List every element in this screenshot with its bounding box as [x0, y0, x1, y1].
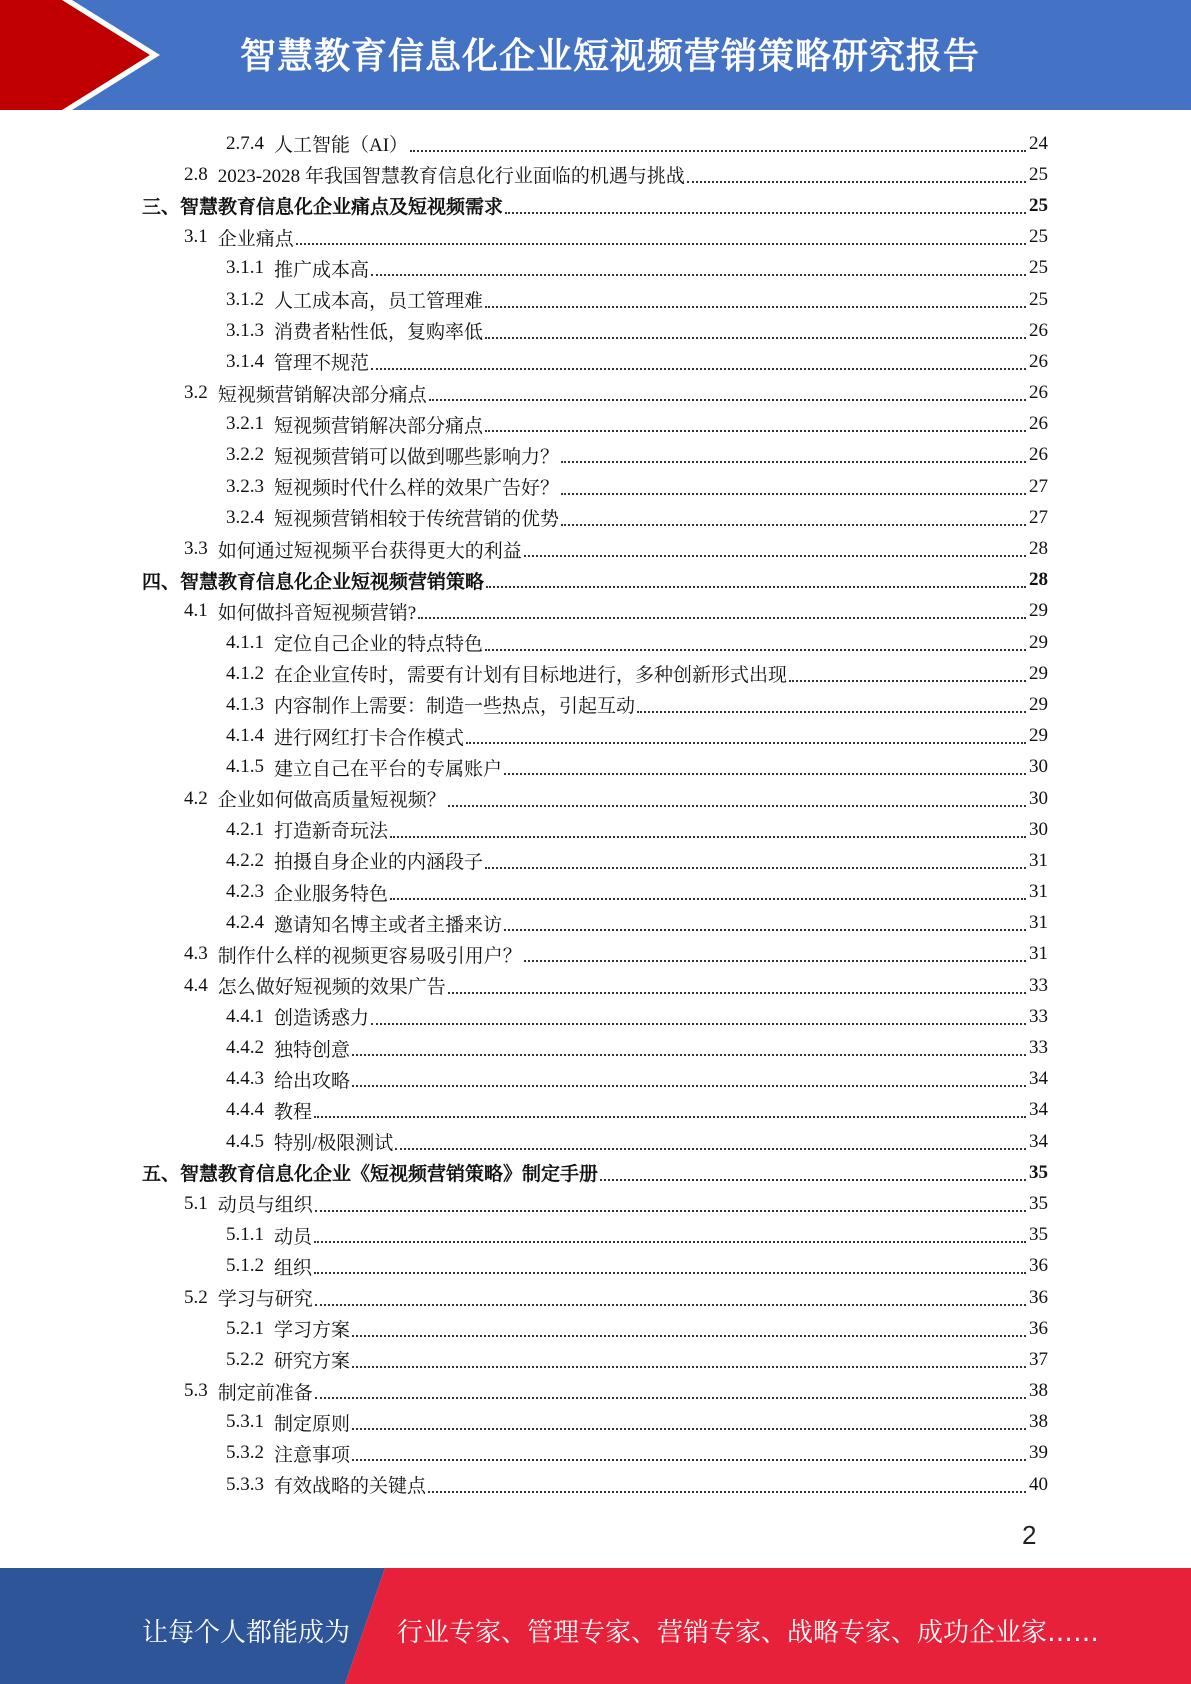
toc-entry-page: 27	[1029, 506, 1048, 528]
toc-entry-page: 24	[1029, 132, 1048, 154]
toc-entry-number: 5.3.3	[226, 1473, 264, 1495]
report-title: 智慧教育信息化企业短视频营销策略研究报告	[240, 36, 981, 77]
toc-entry-page: 40	[1029, 1473, 1048, 1495]
toc-entry[interactable]	[142, 1251, 1048, 1282]
toc-entry-title: 人工智能（AI）	[274, 135, 409, 157]
toc-entry-number: 3.2.3	[226, 475, 264, 497]
toc-entry-title: 内容制作上需要：制造一些热点，引起互动	[274, 696, 636, 718]
toc-entry-number: 4.1.3	[226, 693, 264, 715]
toc-entry[interactable]	[142, 222, 1048, 253]
toc-entry-page: 34	[1029, 1130, 1048, 1152]
toc-entry-title: 推广成本高	[274, 259, 370, 281]
toc-entry-number: 4.4.4	[226, 1099, 264, 1121]
toc-entry-page: 28	[1029, 569, 1048, 591]
toc-leader-dots	[371, 368, 1026, 370]
toc-entry-title: 企业痛点	[217, 228, 294, 250]
toc-entry-page: 35	[1029, 1161, 1048, 1183]
toc-entry-number: 4.1	[184, 600, 208, 622]
toc-leader-dots	[561, 493, 1026, 495]
toc-entry-page: 35	[1029, 1192, 1048, 1214]
toc-leader-dots	[315, 1397, 1026, 1399]
toc-entry-number: 5.2.1	[226, 1317, 264, 1339]
toc-leader-dots	[485, 649, 1026, 651]
toc-entry-title: 注意事项	[274, 1444, 351, 1466]
toc-entry-number: 3.1	[184, 226, 208, 248]
toc-entry-title: 智慧教育信息化企业《短视频营销策略》制定手册	[180, 1164, 599, 1186]
toc-entry-number: 五、	[142, 1164, 181, 1186]
toc-leader-dots	[315, 1210, 1026, 1212]
toc-entry-title: 给出攻略	[274, 1070, 351, 1092]
toc-entry-title: 学习与研究	[217, 1289, 313, 1311]
toc-leader-dots	[637, 711, 1026, 713]
toc-entry-number: 3.1.2	[226, 288, 264, 310]
toc-entry-page: 31	[1029, 943, 1048, 965]
toc-entry-page: 25	[1029, 163, 1048, 185]
toc-entry-title: 智慧教育信息化企业痛点及短视频需求	[180, 197, 504, 219]
toc-entry-number: 4.4.3	[226, 1068, 264, 1090]
toc-entry-title: 拍摄自身企业的内涵段子	[274, 852, 484, 874]
toc-entry-page: 34	[1029, 1068, 1048, 1090]
toc-entry[interactable]	[142, 939, 1048, 970]
toc-leader-dots	[524, 555, 1026, 557]
toc-entry-page: 26	[1029, 444, 1048, 466]
toc-entry[interactable]	[142, 689, 1048, 720]
toc-entry-page: 25	[1029, 226, 1048, 248]
toc-entry-number: 3.2.1	[226, 413, 264, 435]
toc-entry-page: 25	[1029, 257, 1048, 279]
toc-entry-title: 人工成本高，员工管理难	[274, 291, 484, 313]
toc-entry[interactable]	[142, 346, 1048, 377]
toc-entry-page: 25	[1029, 194, 1048, 216]
toc-entry-number: 5.1	[184, 1192, 208, 1214]
toc-leader-dots	[466, 742, 1026, 744]
toc-entry-page: 36	[1029, 1317, 1048, 1339]
toc-entry-title: 如何通过短视频平台获得更大的利益	[217, 540, 522, 562]
toc-entry-number: 5.2	[184, 1286, 208, 1308]
toc-leader-dots	[395, 1148, 1026, 1150]
toc-entry[interactable]	[142, 1126, 1048, 1157]
toc-entry[interactable]	[142, 1064, 1048, 1095]
toc-entry-number: 4.2	[184, 787, 208, 809]
toc-leader-dots	[352, 1459, 1026, 1461]
toc-entry-number: 4.4	[184, 974, 208, 996]
toc-leader-dots	[504, 773, 1026, 775]
toc-entry-number: 5.3.1	[226, 1411, 264, 1433]
toc-entry-title: 短视频营销解决部分痛点	[217, 384, 427, 406]
toc-entry[interactable]	[142, 1282, 1048, 1313]
toc-entry-title: 有效战略的关键点	[274, 1476, 427, 1498]
toc-leader-dots	[524, 960, 1026, 962]
toc-entry-page: 33	[1029, 1037, 1048, 1059]
toc-leader-dots	[429, 399, 1026, 401]
toc-leader-dots	[504, 929, 1026, 931]
toc-leader-dots	[486, 586, 1026, 588]
toc-entry-title: 创造诱惑力	[274, 1008, 370, 1030]
toc-entry-page: 28	[1029, 538, 1048, 560]
toc-entry-number: 3.2	[184, 382, 208, 404]
toc-entry-number: 3.1.1	[226, 257, 264, 279]
toc-entry[interactable]	[142, 596, 1048, 627]
toc-leader-dots	[410, 150, 1026, 152]
table-of-contents	[142, 128, 1048, 1500]
toc-entry[interactable]	[142, 752, 1048, 783]
footer-slogan-left: 让每个人都能成为	[142, 1618, 351, 1648]
toc-entry[interactable]	[142, 1188, 1048, 1219]
toc-entry[interactable]	[142, 190, 1048, 221]
toc-entry-title: 短视频营销相较于传统营销的优势	[274, 509, 560, 531]
toc-entry-page: 35	[1029, 1224, 1048, 1246]
toc-entry-page: 30	[1029, 818, 1048, 840]
toc-entry-title: 制作什么样的视频更容易吸引用户？	[217, 945, 522, 967]
toc-leader-dots	[600, 1179, 1026, 1181]
toc-entry[interactable]	[142, 908, 1048, 939]
toc-entry-title: 建立自己在平台的专属账户	[274, 758, 503, 780]
toc-entry-page: 29	[1029, 725, 1048, 747]
toc-entry-number: 2.8	[184, 163, 208, 185]
footer-banner	[0, 1568, 1191, 1684]
toc-entry-page: 25	[1029, 288, 1048, 310]
toc-entry-number: 4.2.3	[226, 881, 264, 903]
toc-entry-number: 3.2.4	[226, 506, 264, 528]
toc-entry-page: 26	[1029, 350, 1048, 372]
toc-leader-dots	[485, 306, 1026, 308]
toc-entry-title: 定位自己企业的特点特色	[274, 634, 484, 656]
toc-entry-number: 4.1.5	[226, 756, 264, 778]
toc-entry-number: 四、	[142, 571, 181, 593]
toc-entry[interactable]	[142, 814, 1048, 845]
toc-entry-page: 33	[1029, 974, 1048, 996]
toc-entry-number: 2.7.4	[226, 132, 264, 154]
toc-leader-dots	[315, 1304, 1026, 1306]
toc-entry[interactable]	[142, 1032, 1048, 1063]
toc-entry-number: 4.2.2	[226, 849, 264, 871]
toc-leader-dots	[352, 1428, 1026, 1430]
toc-entry[interactable]	[142, 315, 1048, 346]
toc-entry[interactable]	[142, 253, 1048, 284]
toc-entry-page: 31	[1029, 881, 1048, 903]
toc-entry-title: 独特创意	[274, 1039, 351, 1061]
toc-entry[interactable]	[142, 378, 1048, 409]
toc-leader-dots	[485, 430, 1026, 432]
toc-entry[interactable]	[142, 877, 1048, 908]
toc-entry[interactable]	[142, 1001, 1048, 1032]
toc-leader-dots	[352, 1335, 1026, 1337]
toc-entry[interactable]	[142, 284, 1048, 315]
toc-entry-title: 管理不规范	[274, 353, 370, 375]
toc-entry[interactable]	[142, 440, 1048, 471]
toc-entry-title: 邀请知名博主或者主播来访	[274, 914, 503, 936]
toc-entry-page: 33	[1029, 1005, 1048, 1027]
toc-entry-page: 26	[1029, 413, 1048, 435]
toc-entry-page: 30	[1029, 756, 1048, 778]
toc-entry[interactable]	[142, 721, 1048, 752]
toc-entry-title: 研究方案	[274, 1351, 351, 1373]
toc-entry-title: 教程	[274, 1101, 313, 1123]
toc-entry-number: 4.1.2	[226, 662, 264, 684]
toc-leader-dots	[448, 805, 1026, 807]
toc-entry[interactable]	[142, 1344, 1048, 1375]
toc-entry-number: 3.2.2	[226, 444, 264, 466]
toc-entry-number: 5.2.2	[226, 1348, 264, 1370]
toc-leader-dots	[314, 1272, 1026, 1274]
toc-entry-number: 4.3	[184, 943, 208, 965]
toc-entry-page: 30	[1029, 787, 1048, 809]
toc-entry-title: 如何做抖音短视频营销?	[217, 602, 417, 624]
toc-leader-dots	[314, 1241, 1026, 1243]
toc-entry-title: 怎么做好短视频的效果广告	[217, 977, 446, 999]
toc-entry-number: 4.4.2	[226, 1037, 264, 1059]
toc-entry-title: 企业服务特色	[274, 883, 389, 905]
toc-leader-dots	[418, 617, 1026, 619]
toc-entry-number: 三、	[142, 197, 181, 219]
toc-leader-dots	[561, 524, 1026, 526]
toc-entry-title: 制定原则	[274, 1413, 351, 1435]
toc-leader-dots	[390, 898, 1026, 900]
toc-entry[interactable]	[142, 1095, 1048, 1126]
toc-leader-dots	[485, 337, 1026, 339]
toc-entry[interactable]	[142, 627, 1048, 658]
toc-entry-number: 4.2.1	[226, 818, 264, 840]
toc-entry[interactable]	[142, 1220, 1048, 1251]
toc-entry-number: 3.3	[184, 538, 208, 560]
toc-entry-number: 5.3	[184, 1380, 208, 1402]
toc-entry-number: 5.1.1	[226, 1224, 264, 1246]
toc-entry-number: 4.1.1	[226, 631, 264, 653]
toc-entry[interactable]	[142, 1376, 1048, 1407]
toc-entry[interactable]	[142, 1469, 1048, 1500]
toc-entry-page: 29	[1029, 600, 1048, 622]
toc-leader-dots	[687, 181, 1026, 183]
toc-entry-number: 3.1.3	[226, 319, 264, 341]
toc-entry-page: 36	[1029, 1286, 1048, 1308]
toc-entry-page: 38	[1029, 1411, 1048, 1433]
toc-entry[interactable]	[142, 1438, 1048, 1469]
toc-entry[interactable]	[142, 159, 1048, 190]
toc-entry-page: 26	[1029, 319, 1048, 341]
toc-leader-dots	[371, 1023, 1026, 1025]
toc-entry-number: 4.1.4	[226, 725, 264, 747]
toc-entry-title: 进行网红打卡合作模式	[274, 727, 465, 749]
toc-leader-dots	[390, 836, 1026, 838]
header-banner	[0, 0, 1191, 110]
toc-leader-dots	[428, 1491, 1026, 1493]
toc-entry[interactable]	[142, 1313, 1048, 1344]
toc-leader-dots	[314, 1116, 1026, 1118]
toc-entry-number: 5.1.2	[226, 1255, 264, 1277]
toc-entry[interactable]	[142, 845, 1048, 876]
toc-entry[interactable]	[142, 1407, 1048, 1438]
toc-entry-number: 4.4.5	[226, 1130, 264, 1152]
toc-entry-page: 31	[1029, 849, 1048, 871]
toc-leader-dots	[789, 680, 1026, 682]
toc-entry-page: 34	[1029, 1099, 1048, 1121]
toc-entry[interactable]	[142, 970, 1048, 1001]
toc-entry-title: 企业如何做高质量短视频？	[217, 790, 446, 812]
toc-entry-title: 学习方案	[274, 1320, 351, 1342]
toc-entry[interactable]	[142, 128, 1048, 159]
toc-leader-dots	[352, 1366, 1026, 1368]
toc-entry[interactable]	[142, 1157, 1048, 1188]
footer-slogan-right: 行业专家、管理专家、营销专家、战略专家、成功企业家……	[397, 1618, 1100, 1648]
toc-leader-dots	[485, 867, 1026, 869]
toc-entry-page: 37	[1029, 1348, 1048, 1370]
toc-entry[interactable]	[142, 658, 1048, 689]
toc-entry-page: 38	[1029, 1380, 1048, 1402]
toc-entry-page: 39	[1029, 1442, 1048, 1464]
toc-entry-page: 29	[1029, 693, 1048, 715]
toc-entry-title: 智慧教育信息化企业短视频营销策略	[180, 571, 485, 593]
toc-entry[interactable]	[142, 565, 1048, 596]
toc-entry-number: 4.4.1	[226, 1005, 264, 1027]
toc-leader-dots	[296, 243, 1026, 245]
toc-entry-title: 制定前准备	[217, 1382, 313, 1404]
toc-entry-number: 4.2.4	[226, 912, 264, 934]
toc-entry-title: 2023-2028 年我国智慧教育信息化行业面临的机遇与挑战	[217, 166, 685, 188]
toc-entry-number: 5.3.2	[226, 1442, 264, 1464]
toc-leader-dots	[352, 1085, 1026, 1087]
toc-entry-title: 动员	[274, 1226, 313, 1248]
toc-leader-dots	[505, 212, 1026, 214]
toc-entry-page: 36	[1029, 1255, 1048, 1277]
toc-entry[interactable]	[142, 502, 1048, 533]
toc-entry[interactable]	[142, 409, 1048, 440]
toc-entry-title: 动员与组织	[217, 1195, 313, 1217]
toc-entry-title: 短视频营销可以做到哪些影响力？	[274, 446, 560, 468]
toc-leader-dots	[352, 1054, 1026, 1056]
toc-entry-page: 31	[1029, 912, 1048, 934]
toc-entry[interactable]	[142, 783, 1048, 814]
page-number: 2	[1022, 1520, 1037, 1550]
toc-entry-title: 特别/极限测试	[274, 1133, 394, 1155]
toc-entry-number: 3.1.4	[226, 350, 264, 372]
toc-entry-page: 29	[1029, 662, 1048, 684]
toc-entry-title: 组织	[274, 1257, 313, 1279]
toc-entry-title: 短视频营销解决部分痛点	[274, 415, 484, 437]
toc-entry[interactable]	[142, 471, 1048, 502]
toc-entry-title: 打造新奇玩法	[274, 821, 389, 843]
toc-entry-title: 短视频时代什么样的效果广告好？	[274, 478, 560, 500]
toc-leader-dots	[561, 461, 1026, 463]
toc-entry-title: 消费者粘性低，复购率低	[274, 322, 484, 344]
toc-entry-page: 29	[1029, 631, 1048, 653]
toc-leader-dots	[371, 274, 1026, 276]
toc-entry-title: 在企业宣传时，需要有计划有目标地进行，多种创新形式出现	[274, 665, 788, 687]
toc-entry[interactable]	[142, 533, 1048, 564]
toc-entry-page: 26	[1029, 382, 1048, 404]
toc-entry-page: 27	[1029, 475, 1048, 497]
toc-leader-dots	[448, 992, 1026, 994]
